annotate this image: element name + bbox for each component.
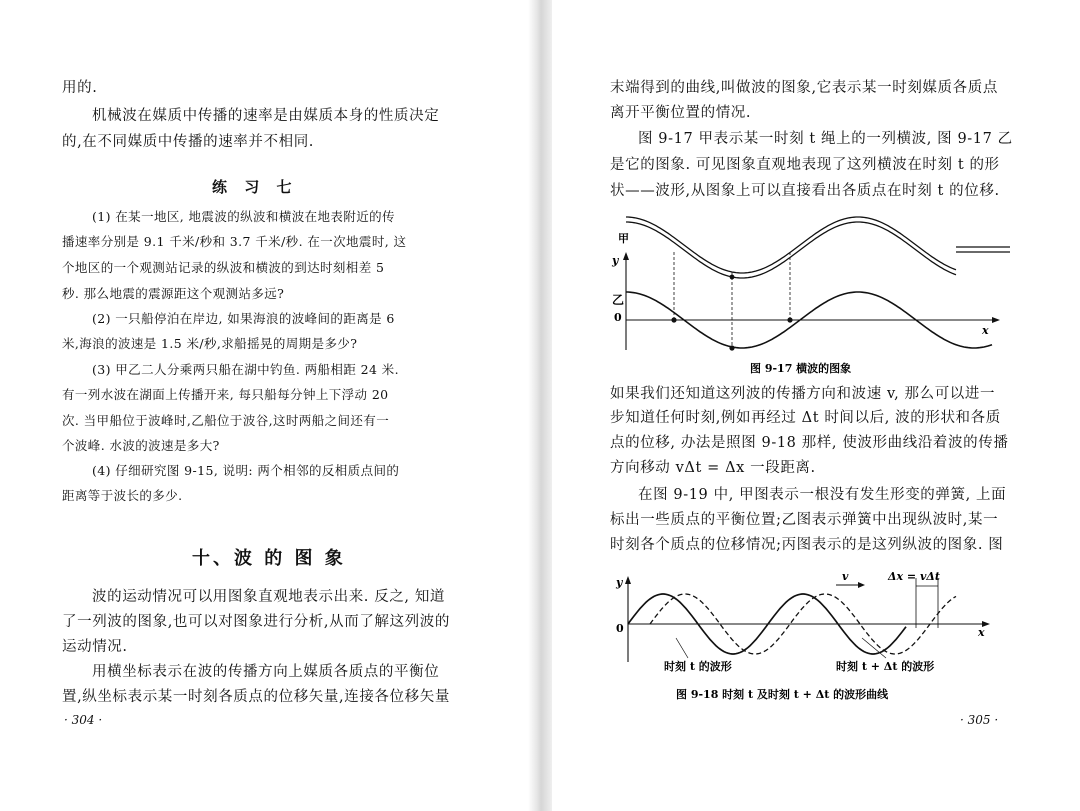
- text-line: 如果我们还知道这列波的传播方向和波速 v, 那么可以进一: [610, 386, 996, 402]
- text-line: 波的运动情况可以用图象直观地表示出来. 反之, 知道: [92, 589, 446, 605]
- particle-dot: [787, 317, 792, 322]
- text-line: 步知道任何时刻,例如再经过 Δt 时间以后, 波的形状和各质: [610, 410, 1001, 426]
- text-line: 运动情况.: [62, 639, 128, 655]
- label-delta-x: Δx = vΔt: [888, 570, 940, 583]
- exercise-line: (4) 仔细研究图 9-15, 说明: 两个相邻的反相质点间的: [92, 463, 400, 478]
- text-line: 用的.: [62, 80, 98, 96]
- callout-line: [676, 638, 688, 658]
- particle-dot: [671, 317, 676, 322]
- velocity-arrowhead: [858, 582, 865, 588]
- exercise-line: (1) 在某一地区, 地震波的纵波和横波在地表附近的传: [92, 209, 395, 224]
- label-x: x: [978, 626, 985, 639]
- book-gutter: [528, 0, 552, 811]
- exercise-line: 播速率分别是 9.1 千米/秒和 3.7 千米/秒. 在一次地震时, 这: [62, 234, 407, 249]
- exercise-line: 有一列水波在湖面上传播开来, 每只船每分钟上下浮动 20: [62, 387, 389, 402]
- text-line: 标出一些质点的平衡位置;乙图表示弹簧中出现纵波时,某一: [610, 512, 999, 528]
- text-line: 是它的图象. 可见图象直观地表现了这列横波在时刻 t 的形: [610, 157, 1000, 173]
- text-line: 置,纵坐标表示某一时刻各质点的位移矢量,连接各位移矢量: [62, 689, 450, 705]
- label-x: x: [982, 324, 989, 337]
- section-title: 十、波 的 图 象: [192, 548, 346, 569]
- label-jia: 甲: [618, 232, 629, 245]
- figure-9-18: [616, 566, 1016, 706]
- y-axis-arrow: [623, 252, 629, 260]
- page-number: · 304 ·: [64, 713, 103, 727]
- x-axis-arrow: [992, 317, 1000, 323]
- exercise-line: (3) 甲乙二人分乘两只船在湖中钓鱼. 两船相距 24 米.: [92, 362, 399, 377]
- text-line: 点的位移, 办法是照图 9-18 那样, 使波形曲线沿着波的传播: [610, 435, 1009, 451]
- text-line: 在图 9-19 中, 甲图表示一根没有发生形变的弹簧, 上面: [638, 487, 1007, 503]
- label-y: y: [616, 576, 623, 589]
- figure-9-17: [612, 208, 1012, 375]
- right-page: [552, 0, 1080, 811]
- rope-lower-edge: [626, 222, 956, 278]
- exercise-title: 练 习 七: [212, 178, 298, 196]
- exercise-line: 秒. 那么地震的震源距这个观测站多远?: [62, 286, 285, 301]
- text-line: 机械波在媒质中传播的速率是由媒质本身的性质决定: [92, 108, 440, 124]
- rope-upper-edge: [626, 217, 956, 273]
- label-y: y: [612, 254, 619, 267]
- text-line: 用横坐标表示在波的传播方向上媒质各质点的平衡位: [92, 664, 440, 680]
- label-origin: 0: [614, 311, 622, 324]
- label-wave-t-dt: 时刻 t + Δt 的波形: [836, 660, 935, 673]
- text-line: 的,在不同媒质中传播的速率并不相同.: [62, 134, 315, 150]
- text-line: 方向移动 vΔt = Δx 一段距离.: [610, 460, 816, 476]
- label-wave-t: 时刻 t 的波形: [664, 660, 732, 673]
- particle-dot: [729, 345, 734, 350]
- page-number: · 305 ·: [960, 713, 999, 727]
- label-origin: 0: [616, 622, 624, 635]
- text-line: 时刻各个质点的位移情况;丙图表示的是这列纵波的图象. 图: [610, 537, 1004, 553]
- exercise-line: 距离等于波长的多少.: [62, 488, 183, 503]
- figure-caption: 图 9-18 时刻 t 及时刻 t + Δt 的波形曲线: [676, 688, 889, 701]
- text-line: 末端得到的曲线,叫做波的图象,它表示某一时刻媒质各质点: [610, 80, 998, 96]
- figure-caption: 图 9-17 横波的图象: [750, 362, 852, 375]
- text-line: 了一列波的图象,也可以对图象进行分析,从而了解这列波的: [62, 614, 450, 630]
- text-line: 图 9-17 甲表示某一时刻 t 绳上的一列横波, 图 9-17 乙: [638, 131, 1013, 147]
- y-axis-arrow: [625, 576, 631, 584]
- label-v: v: [842, 570, 849, 583]
- exercise-line: (2) 一只船停泊在岸边, 如果海浪的波峰间的距离是 6: [92, 311, 395, 326]
- exercise-line: 个地区的一个观测站记录的纵波和横波的到达时刻相差 5: [62, 260, 385, 275]
- left-page: [0, 0, 528, 811]
- label-yi: 乙: [612, 293, 625, 307]
- exercise-line: 次. 当甲船位于波峰时,乙船位于波谷,这时两船之间还有一: [62, 413, 390, 428]
- particle-dot: [730, 275, 735, 280]
- exercise-line: 个波峰. 水波的波速是多大?: [62, 438, 220, 453]
- text-line: 离开平衡位置的情况.: [610, 105, 752, 121]
- exercise-line: 米,海浪的波速是 1.5 米/秒,求船摇晃的周期是多少?: [62, 336, 358, 351]
- text-line: 状——波形,从图象上可以直接看出各质点在时刻 t 的位移.: [610, 183, 1000, 199]
